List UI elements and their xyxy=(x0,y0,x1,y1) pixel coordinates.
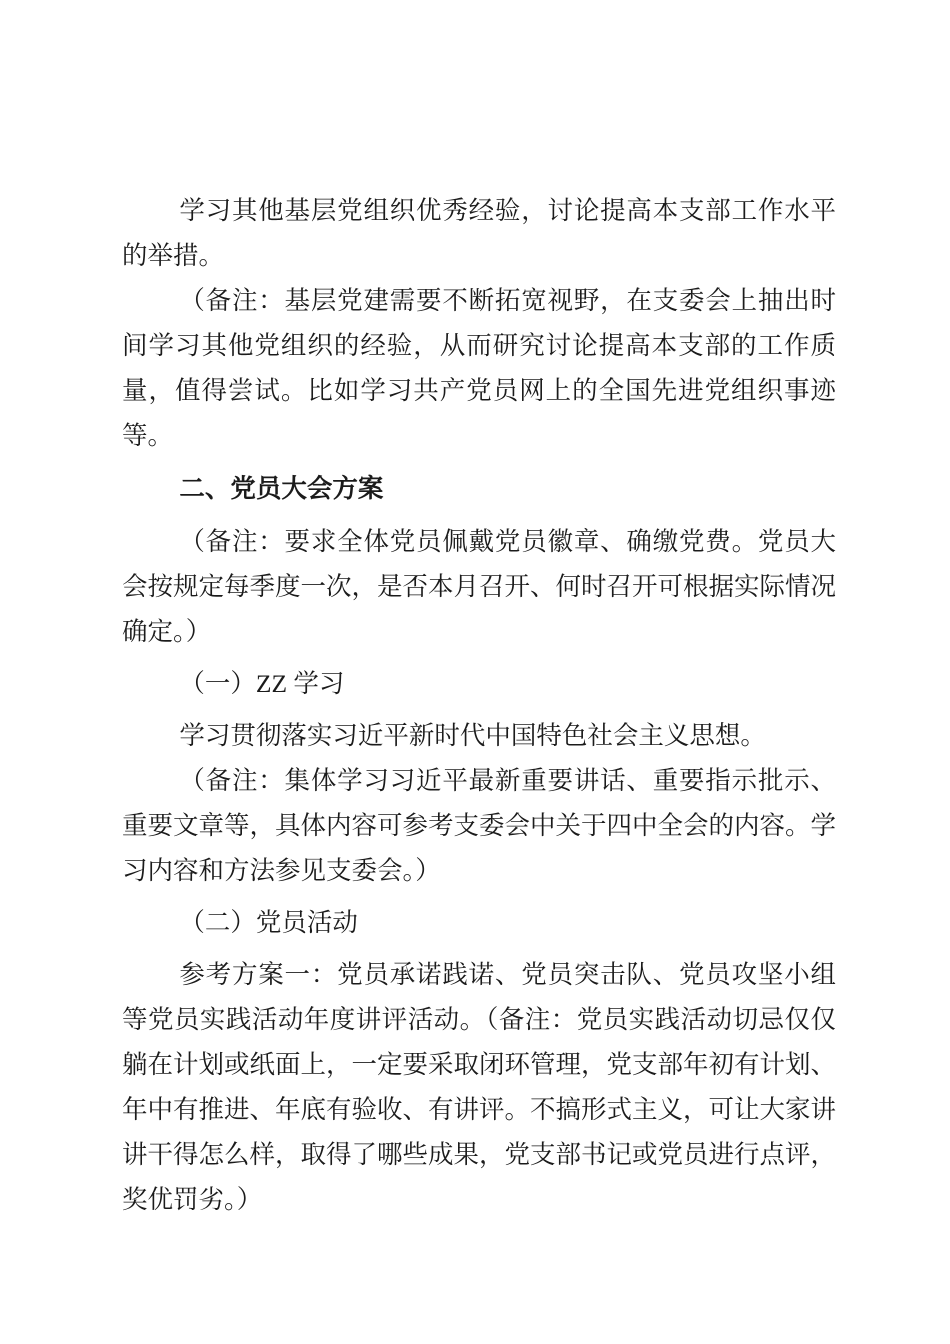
sub-heading: （二）党员活动 xyxy=(179,908,358,937)
paragraph: （备注：基层党建需要不断拓宽视野，在支委会上抽出时间学习其他党组织的经验，从而研究讨论提高本支部的工作质量，值得尝试。比如学习共产党员网上的全国先进党组织事迹等。 xyxy=(122,286,836,450)
paragraph: 参考方案一：党员承诺践诺、党员突击队、党员攻坚小组等党员实践活动年度讲评活动。（备注：党员实践活动切忌仅仅躺在计划或纸面上，一定要采取闭环管理，党支部年初有计划、年中有推进、年底有验收、有讲评。不搞形式主义，可让大家讲讲干得怎么样，取得了哪些成果，党支部书记或党员进行点评，奖优罚劣。） xyxy=(122,960,837,1214)
paragraph: 学习贯彻落实习近平新时代中国特色社会主义思想。 xyxy=(179,721,766,750)
sub-heading: （一）ZZ 学习 xyxy=(179,669,345,698)
paragraph: 学习其他基层党组织优秀经验，讨论提高本支部工作水平的举措。 xyxy=(122,196,836,270)
paragraph: （备注：要求全体党员佩戴党员徽章、确缴党费。党员大会按规定每季度一次，是否本月召开、何时召开可根据实际情况确定。） xyxy=(122,527,837,646)
paragraph: （备注：集体学习习近平最新重要讲话、重要指示批示、重要文章等，具体内容可参考支委会中关于四中全会的内容。学习内容和方法参见支委会。） xyxy=(122,766,837,885)
document-body xyxy=(122,188,836,1222)
section-heading: 二、党员大会方案 xyxy=(179,474,384,503)
